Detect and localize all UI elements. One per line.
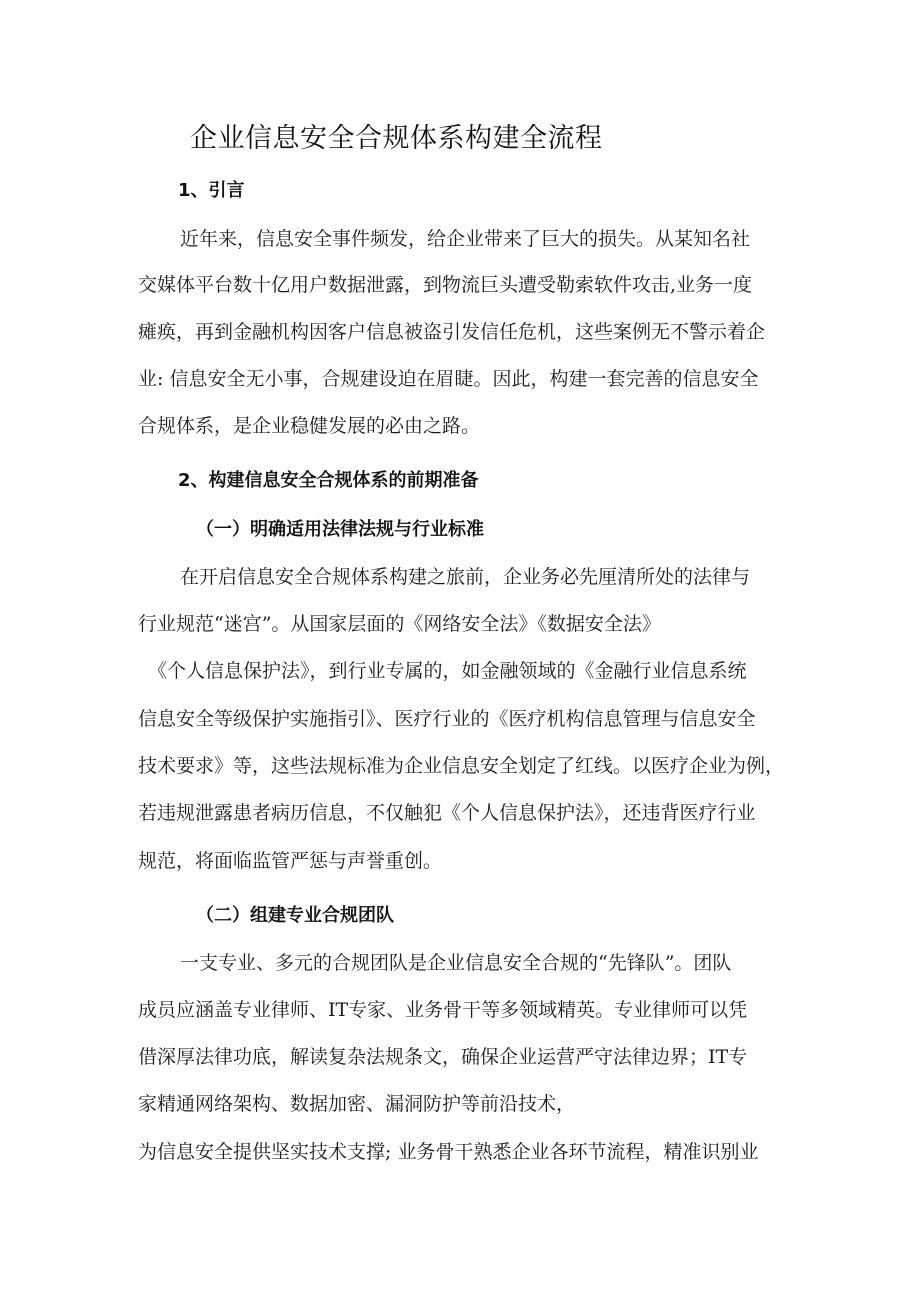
paragraph-line: 技术要求》等，这些法规标准为企业信息安全划定了红线。以医疗企业为例，	[138, 755, 785, 777]
paragraph-line: 《个人信息保护法》，到行业专属的，如金融领域的《金融行业信息系统	[148, 660, 747, 682]
paragraph-line: 借深厚法律功底，解读复杂法规条文，确保企业运营严守法律边界；IT专	[138, 1046, 748, 1068]
paragraph-line: 一支专业、多元的合规团队是企业信息安全合规的“先锋队”。团队	[180, 952, 732, 974]
paragraph-line: 信息安全等级保护实施指引》、医疗行业的《医疗机构信息管理与信息安全	[138, 708, 756, 730]
paragraph-line: 交媒体平台数十亿用户数据泄露，到物流巨头遭受勒索软件攻击,业务一度	[138, 274, 753, 296]
subsection-heading-team: （二）组建专业合规团队	[196, 905, 394, 926]
paragraph-line: 业: 信息安全无小事，合规建设迫在眉睫。因此，构建一套完善的信息安全	[138, 368, 759, 390]
paragraph-line: 在开启信息安全合规体系构建之旅前，企业务必先厘清所处的法律与	[180, 566, 751, 588]
paragraph-line: 行业规范“迷宫”。从国家层面的《网络安全法》《数据安全法》	[138, 613, 661, 635]
paragraph-line: 瘫痪，再到金融机构因客户信息被盗引发信任危机，这些案例无不警示着企	[138, 321, 766, 343]
paragraph-line: 合规体系，是企业稳健发展的必由之路。	[138, 415, 481, 437]
paragraph-line: 家精通网络架构、数据加密、漏洞防护等前沿技术，	[138, 1093, 576, 1115]
section-heading-preparation: 2、构建信息安全合规体系的前期准备	[178, 470, 479, 491]
paragraph-line: 若违规泄露患者病历信息，不仅触犯《个人信息保护法》，还违背医疗行业	[138, 802, 756, 824]
page-title: 企业信息安全合规体系构建全流程	[190, 123, 603, 154]
paragraph-line: 近年来，信息安全事件频发，给企业带来了巨大的损失。从某知名社	[180, 228, 751, 250]
subsection-heading-laws: （一）明确适用法律法规与行业标准	[196, 519, 484, 540]
section-heading-introduction: 1、引言	[178, 180, 245, 201]
paragraph-line: 规范，将面临监管严惩与声誉重创。	[138, 850, 443, 872]
paragraph-line: 为信息安全提供坚实技术支撑; 业务骨干熟悉企业各环节流程，精准识别业	[138, 1141, 759, 1163]
paragraph-line: 成员应涵盖专业律师、IT专家、业务骨干等多领域精英。专业律师可以凭	[138, 999, 748, 1021]
